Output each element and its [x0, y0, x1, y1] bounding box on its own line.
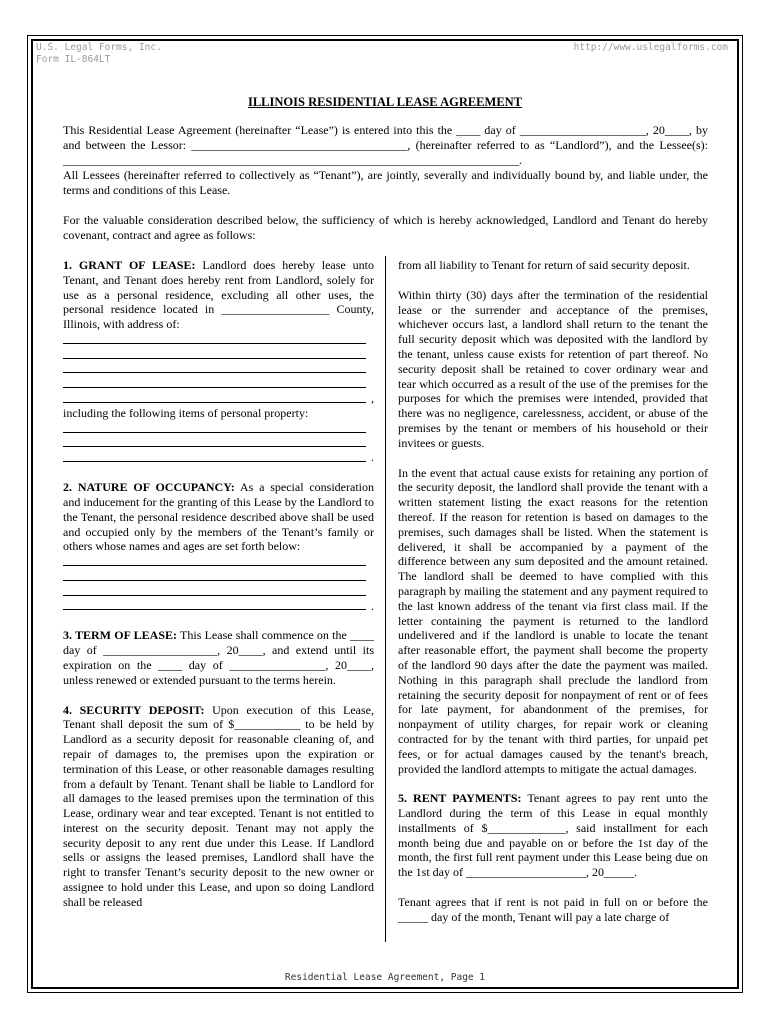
section-rent-payments	[398, 791, 708, 880]
occupant-line[interactable]	[63, 554, 374, 569]
publisher-name: U.S. Legal Forms, Inc.	[36, 42, 162, 53]
occupant-line[interactable]	[63, 584, 374, 599]
address-line[interactable]	[63, 347, 374, 362]
property-line[interactable]	[63, 450, 374, 465]
address-line[interactable]	[63, 376, 374, 391]
section-heading: 5. RENT PAYMENTS:	[398, 791, 522, 806]
personal-property-label: including the following items of personal property:	[63, 405, 309, 420]
section-heading: 2. NATURE OF OCCUPANCY:	[63, 480, 235, 495]
form-number: Form IL-864LT	[36, 54, 111, 65]
occupant-line[interactable]	[63, 599, 374, 614]
property-line[interactable]	[63, 436, 374, 451]
publisher-header	[36, 42, 162, 66]
section-heading: 4. SECURITY DEPOSIT:	[63, 702, 205, 717]
publisher-url[interactable]: http://www.uslegalforms.com	[573, 42, 728, 53]
column-divider	[385, 256, 386, 942]
intro-paragraph	[63, 123, 708, 198]
section-heading: 1. GRANT OF LEASE:	[63, 258, 196, 272]
security-deposit-retention: In the event that actual cause exists for retaining any portion of the security deposit, the landlord shall provide the tenant with a written statement listing the exact reasons for the retention thereof. If the reason for retention is based on damages to the premises, such damages shall be listed. When the statement is delivered, it shall be accompanied by a payment of the difference between any sum deposited and the amount retained. The landlord shall be deemed to have complied with this paragraph by mailing the statement and any payment required to the last known address of the tenant via first class mail. If the letter containing the payment is returned to the landlord undelivered and if the landlord is unable to locate the tenant after reasonable effort, the payment shall become the property of the landlord 90 days after the date the payment was mailed. Nothing in this paragraph shall preclude the landlord from retaining the security deposit for nonpayment of rent or of fees for late payment, for abandonment of the premises, for nonpayment of utility charges, for repair work or cleaning contracted for by the tenant with third parties, for unpaid pet fees, or for actual damages caused by the tenant's breach, provided the landlord attempts to mitigate the actual damages.	[398, 465, 708, 776]
section-nature-of-occupancy	[63, 480, 374, 554]
document-title: ILLINOIS RESIDENTIAL LEASE AGREEMENT	[247, 95, 523, 109]
section-text: Landlord does hereby lease unto Tenant, and Tenant does hereby rent from Landlord, solely for use as a personal residence, excluding all other uses, the personal residence located in __________________ County, Illinois, with address of:	[63, 258, 374, 332]
right-column	[398, 258, 708, 925]
line-period: .	[371, 450, 374, 465]
security-deposit-continued: from all liability to Tenant for return of said security deposit.	[398, 258, 690, 272]
property-line[interactable]	[63, 421, 374, 436]
section-text: This Lease shall commence on the ____ day of ___________________, 20____, and extend until its expiration on the ____ day of ________________, 20____, unless renewed or extended pursuant to the terms herein.	[63, 628, 374, 687]
consideration-paragraph: For the valuable consideration described below, the sufficiency of which is hereby acknowledged, Landlord and Tenant do hereby covenant, contract and agree as follows:	[63, 213, 708, 242]
page-footer: Residential Lease Agreement, Page 1	[284, 972, 486, 983]
section-text: As a special consideration and inducement for the granting of this Lease by the Landlord to the Tenant, the personal residence described above shall be used and occupied only by the members of the Tenant’s family or others whose names and ages are set forth below:	[63, 480, 374, 554]
late-charge-paragraph: Tenant agrees that if rent is not paid in full on or before the _____ day of the month, Tenant will pay a late charge of	[398, 895, 708, 924]
line-period: .	[371, 598, 374, 613]
left-column	[63, 258, 374, 910]
section-heading: 3. TERM OF LEASE:	[63, 628, 178, 643]
address-line[interactable]	[63, 391, 374, 406]
line-comma: ,	[371, 391, 374, 406]
section-text: Upon execution of this Lease, Tenant shall deposit the sum of $___________ to be held by Landlord as a security deposit for reasonable cleaning of, and repair of damages to, the premises upon the expiration or termination of this Lease, or other reasonable damages resulting from a default by Tenant. Tenant shall be liable to Landlord for all damages to the leased premises upon the termination of this Lease, ordinary wear and tear excepted. Tenant is not entitled to interest on the security deposit. Tenant may not apply the security deposit to any rent due under this Lease. If Landlord sells or assigns the leased premises, Landlord shall have the right to transfer Tenant’s security deposit to the new owner or assignee to hold under this Lease, and upon so doing Landlord shall be released	[63, 702, 375, 909]
address-line[interactable]	[63, 362, 374, 377]
intro-lessees-text: All Lessees (hereinafter referred to collectively as “Tenant”), are jointly, severally and individually bound by, and liable under, the terms and conditions of this Lease.	[63, 168, 708, 197]
section-security-deposit	[63, 703, 374, 910]
intro-parties-text: This Residential Lease Agreement (hereinafter “Lease”) is entered into this the ____ day of _____________________, 20____, by and between the Lessor: ____________________________________, (hereinafter referred to as “Landlord”), and the Lessee(s): ____________________________________________________________________________.	[63, 123, 708, 167]
section-term-of-lease	[63, 628, 374, 687]
address-line[interactable]	[63, 332, 374, 347]
section-grant-of-lease	[63, 258, 374, 332]
occupant-line[interactable]	[63, 569, 374, 584]
section-text: Tenant agrees to pay rent unto the Landlord during the term of this Lease in equal monthly installments of $_____________, said installment for each month being due and payable on or before the 1st day of the month, the first full rent payment under this Lease being due on the 1st day of ____________________, 20_____.	[398, 791, 709, 880]
security-deposit-return: Within thirty (30) days after the termination of the residential lease or the surrender and acceptance of the premises, whichever occurs last, a landlord shall return to the tenant the full security deposit which was deposited with the landlord by the tenant, unless cause exists for retention of part thereof. No security deposit shall be retained to cover ordinary wear and tear which occurred as a result of the use of the premises for the purposes for which the premises were intended, provided that there was no negligence, carelessness, accident, or abuse of the premises by the tenant or members of his household or their invitees or guests.	[398, 287, 708, 450]
